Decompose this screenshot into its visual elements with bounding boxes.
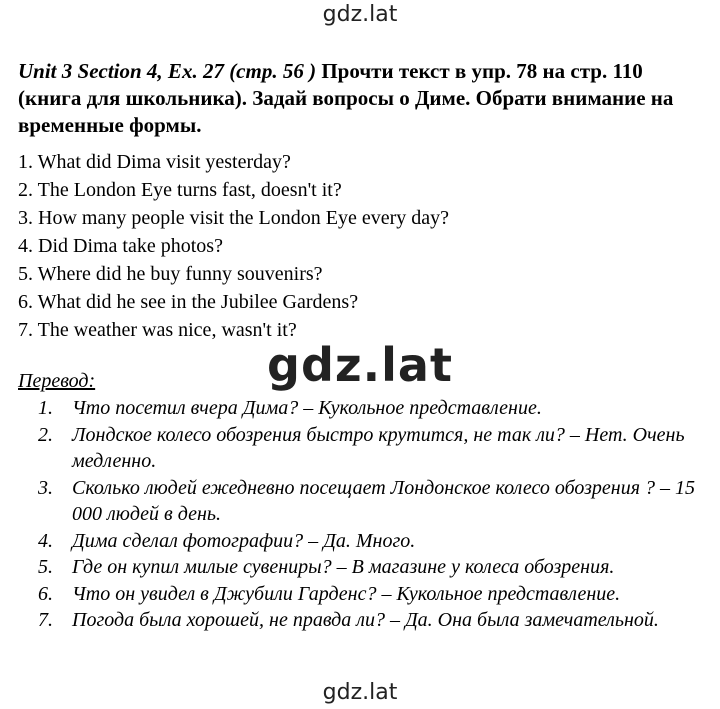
translation-text: Лондское колесо обозрения быстро крутится, не так ли? – Нет. Очень медленно.: [72, 423, 685, 472]
translation-item: [38, 528, 708, 555]
exercise-task: Прочти текст в упр. 78 на стр. 110 (книга для школьника). Задай вопросы о Диме. Обрати внимание на временные формы.: [18, 59, 674, 137]
translation-text: Сколько людей ежедневно посещает Лондонское колесо обозрения ? – 15 000 людей в день.: [72, 476, 695, 525]
watermark-bottom: gdz.lat: [322, 680, 398, 705]
translation-number: 7.: [38, 609, 53, 631]
translation-number: 5.: [38, 556, 53, 578]
question-item: 7. The weather was nice, wasn't it?: [18, 319, 297, 341]
translation-text: Что посетил вчера Дима? – Кукольное представление.: [72, 397, 542, 419]
translation-text: Что он увидел в Джубили Гарденс? – Кукольное представление.: [72, 582, 621, 605]
translation-list: [38, 395, 708, 634]
translation-number: 6.: [38, 582, 53, 605]
translation-item: [38, 395, 708, 422]
watermark-top: gdz.lat: [322, 2, 398, 27]
translation-number: 4.: [38, 529, 53, 552]
question-item: 4. Did Dima take photos?: [18, 235, 223, 257]
translation-heading: Перевод:: [18, 370, 96, 392]
exercise-header: [18, 58, 708, 139]
question-item: 6. What did he see in the Jubilee Gardens?: [18, 291, 359, 313]
translation-item: [38, 607, 708, 634]
question-list: [18, 148, 708, 344]
exercise-reference: Unit 3 Section 4, Ex. 27 (стр. 56 ): [18, 59, 317, 83]
translation-number: 1.: [38, 397, 53, 419]
translation-item: [38, 422, 708, 475]
translation-text: Где он купил милые сувениры? – В магазине у колеса обозрения.: [72, 556, 615, 578]
watermark-middle: gdz.lat: [267, 338, 453, 392]
translation-number: 2.: [38, 423, 53, 446]
translation-item: [38, 581, 708, 608]
translation-item: [38, 554, 708, 581]
translation-item: [38, 475, 708, 528]
translation-text: Погода была хорошей, не правда ли? – Да. Она была замечательной.: [72, 609, 659, 631]
question-item: 2. The London Eye turns fast, doesn't it?: [18, 179, 342, 201]
translation-number: 3.: [38, 476, 53, 499]
question-item: 5. Where did he buy funny souvenirs?: [18, 263, 323, 285]
translation-text: Дима сделал фотографии? – Да. Много.: [72, 529, 416, 552]
question-item: 3. How many people visit the London Eye every day?: [18, 207, 449, 229]
question-item: 1. What did Dima visit yesterday?: [18, 151, 291, 173]
